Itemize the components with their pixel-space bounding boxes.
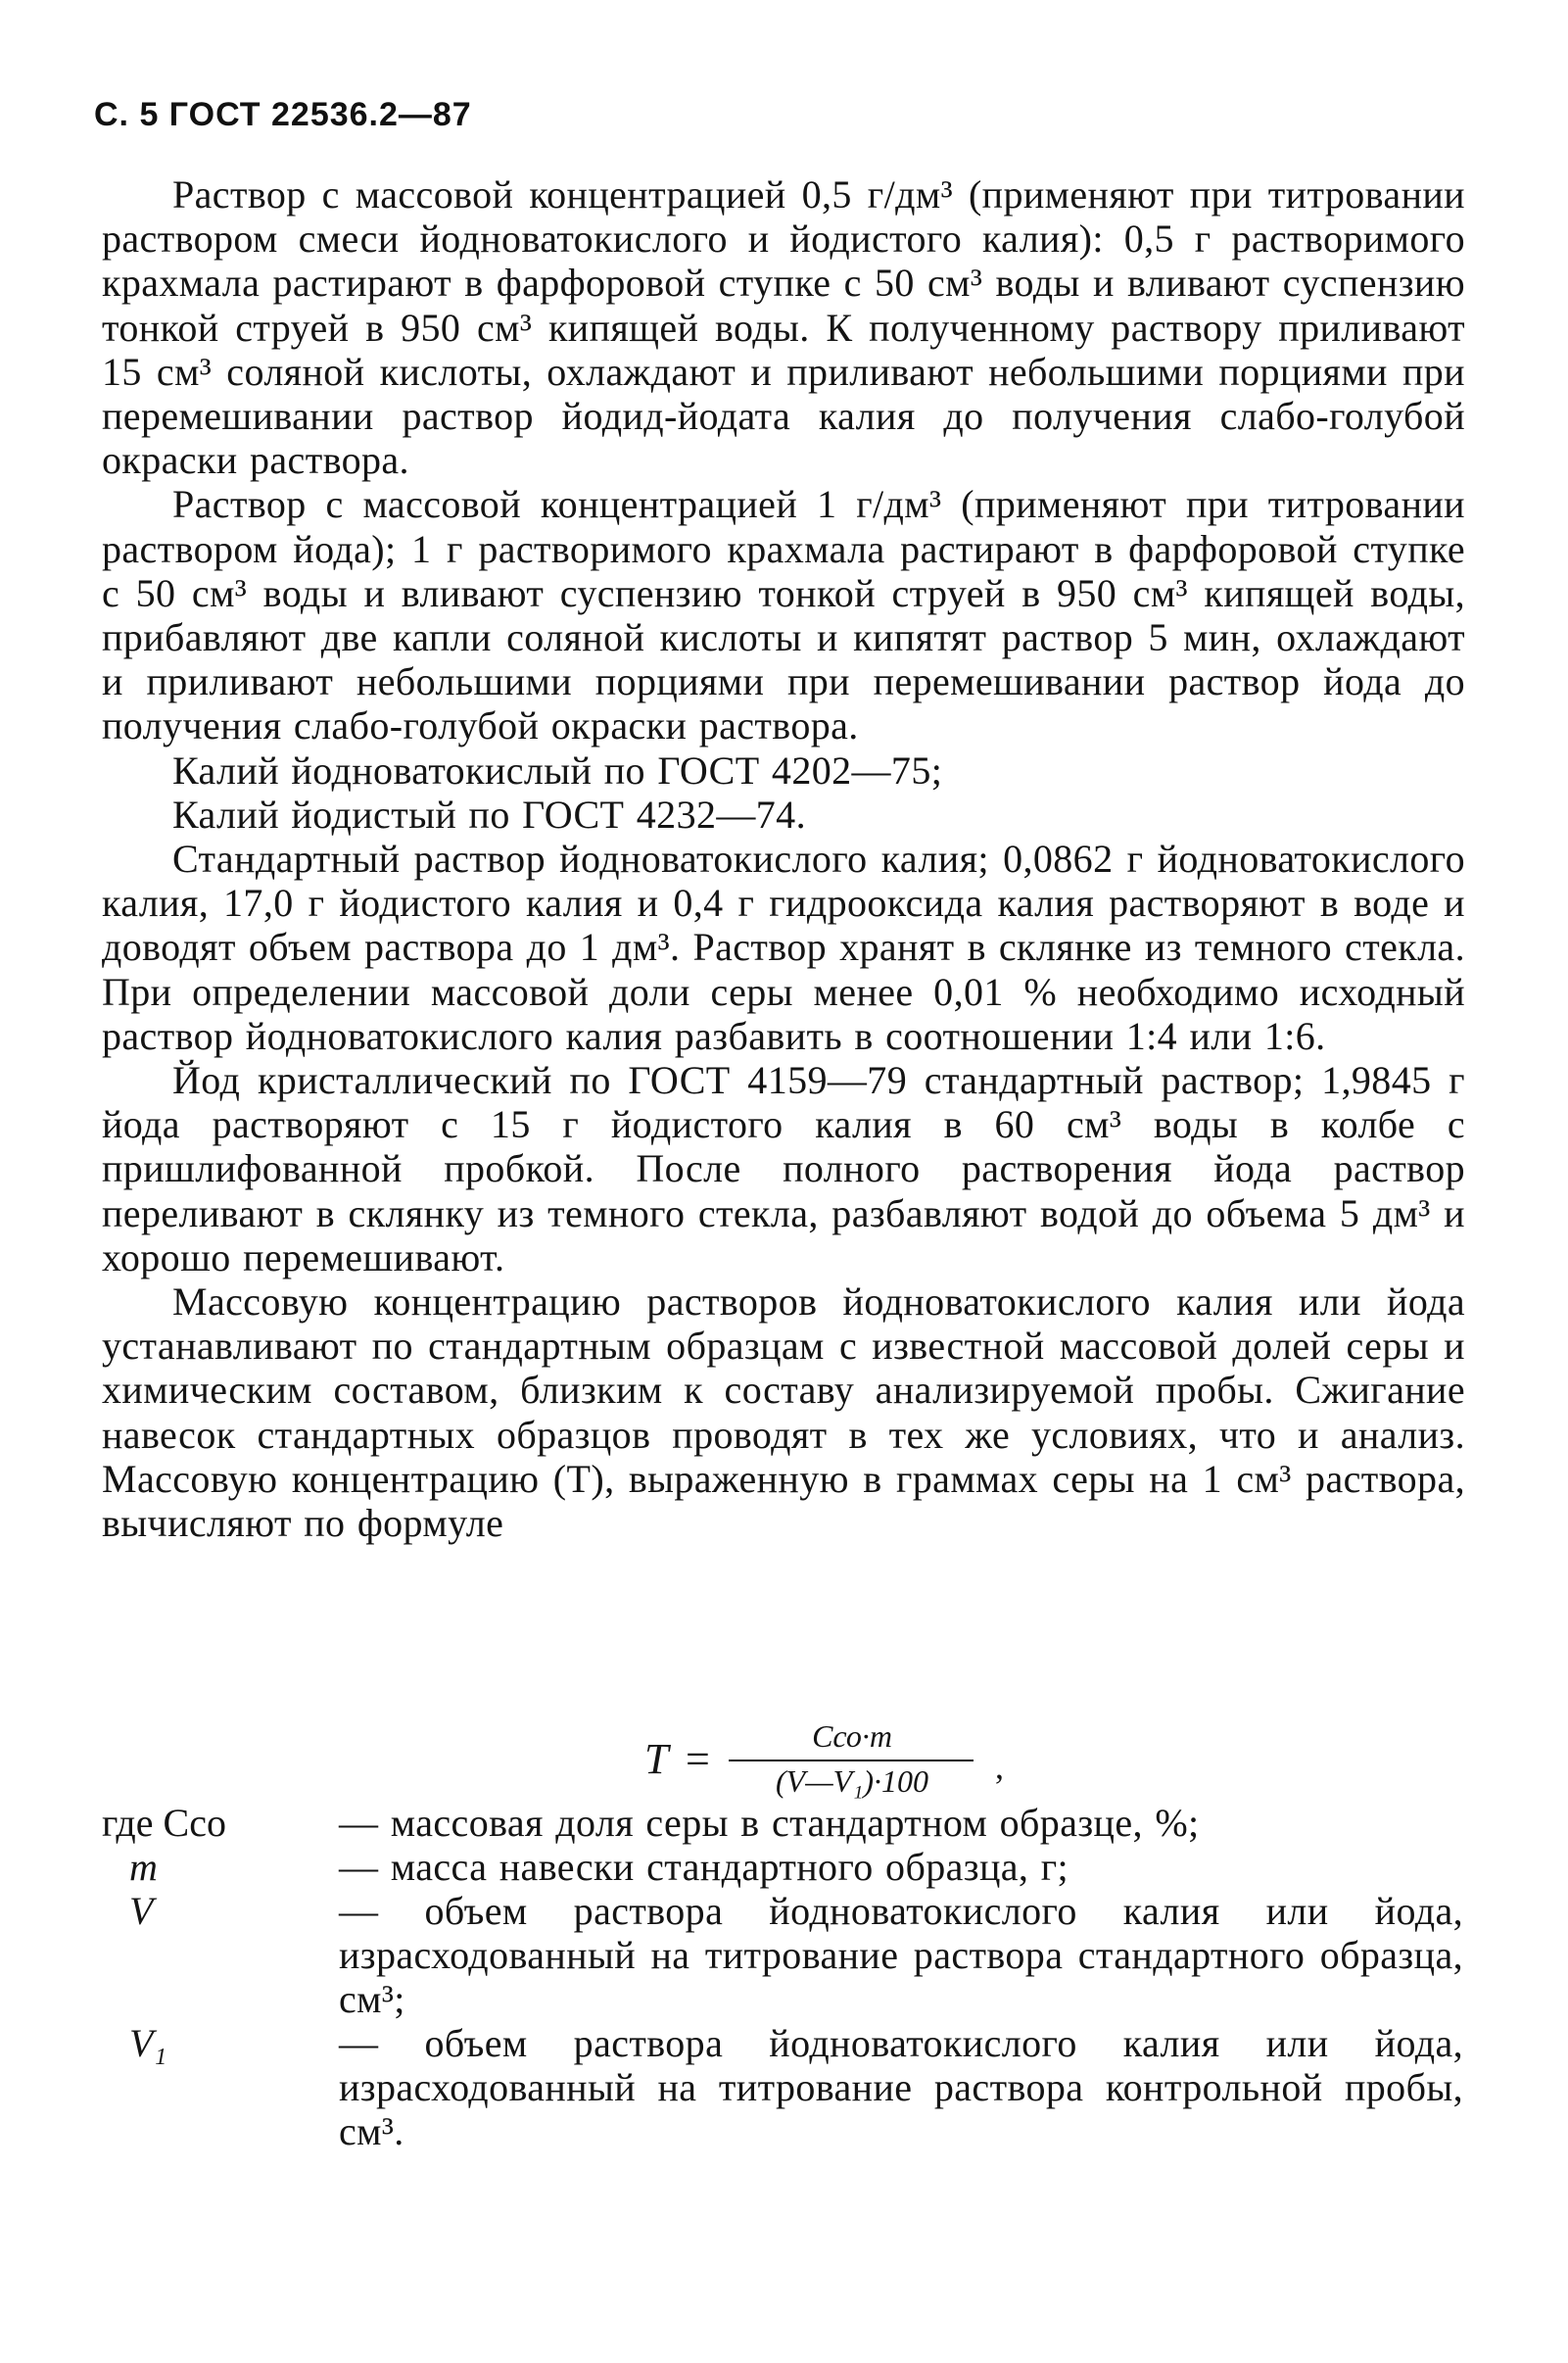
definition-symbol: где Cсо — [102, 1801, 226, 1845]
definition-symbol: V₁ — [129, 2021, 167, 2065]
definition-m — [102, 1845, 1473, 1889]
paragraph-standard-iodate-solution: Стандартный раствор йодноватокислого калия; 0,0862 г йодноватокислого калия, 17,0 г йодистого калия и 0,4 г гидрооксида калия растворяют в воде и доводят объем раствора до 1 дм³. Раствор хранят в склянке из темного стекла. При определении массовой доли серы менее 0,01 % необходимо исходный раствор йодноватокислого калия разбавить в соотношении 1:4 или 1:6. — [102, 837, 1465, 1058]
definition-text: — объем раствора йодноватокислого калия или йода, израсходованный на титрование раствора стандартного образца, см³; — [339, 1889, 1463, 2021]
definition-text: — масса навески стандартного образца, г; — [339, 1845, 1069, 1889]
definition-symbol: V — [129, 1889, 154, 1933]
body-text — [102, 172, 1465, 1545]
definition-text: — объем раствора йодноватокислого калия или йода, израсходованный на титрование раствора контрольной пробы, см³. — [339, 2021, 1463, 2153]
formula-denominator: (V—V₁)·100 — [776, 1763, 928, 1799]
variable-definitions — [102, 1801, 1473, 2153]
definition-cso — [102, 1801, 1473, 1845]
fraction-bar — [729, 1760, 974, 1761]
paragraph-iodine-solution: Йод кристаллический по ГОСТ 4159—79 стандартный раствор; 1,9845 г йода растворяют с 15 г йодистого калия в 60 см³ воды в колбе с пришлифованной пробкой. После полного растворения йода раствор переливают в склянку из темного стекла, разбавляют водой до объема 5 дм³ и хорошо перемешивают. — [102, 1058, 1465, 1279]
definition-symbol: m — [129, 1845, 158, 1889]
paragraph-starch-solution-05: Раствор с массовой концентрацией 0,5 г/дм³ (применяют при титровании раствором смеси йодноватокислого и йодистого калия): 0,5 г растворимого крахмала растирают в фарфоровой ступке с 50 см³ воды и вливают суспензию тонкой струей в 950 см³ кипящей воды. К полученному раствору приливают 15 см³ соляной кислоты, охлаждают и приливают небольшими порциями при перемешивании раствор йодид-йодата калия до получения слабо-голубой окраски раствора. — [102, 172, 1465, 483]
formula-comma: , — [995, 1747, 1004, 1786]
definition-text: — массовая доля серы в стандартном образце, %; — [339, 1801, 1200, 1845]
paragraph-starch-solution-1: Раствор с массовой концентрацией 1 г/дм³ (применяют при титровании раствором йода); 1 г растворимого крахмала растирают в фарфоровой ступке с 50 см³ воды и вливают суспензию тонкой струей в 950 см³ кипящей воды, прибавляют две капли соляной кислоты и кипятят раствор 5 мин, охлаждают и приливают небольшими порциями при перемешивании раствор йода до получения слабо-голубой окраски раствора. — [102, 482, 1465, 748]
formula-lhs: T — [644, 1735, 669, 1783]
paragraph-potassium-iodate: Калий йодноватокислый по ГОСТ 4202—75; — [172, 747, 943, 793]
paragraph-mass-concentration: Массовую концентрацию растворов йодноватокислого калия или йода устанавливают по стандартным образцам с известной массовой долей серы и химическим составом, близким к составу анализируемой пробы. Сжигание навесок стандартных образцов проводят в тех же условиях, что и анализ. Массовую концентрацию (T), выраженную в граммах серы на 1 см³ раствора, вычисляют по формуле — [102, 1279, 1465, 1546]
formula-numerator: Cсо·m — [812, 1718, 892, 1754]
paragraph-potassium-iodide: Калий йодистый по ГОСТ 4232—74. — [172, 792, 806, 837]
running-head: С. 5 ГОСТ 22536.2—87 — [94, 96, 472, 133]
definition-v — [102, 1889, 1473, 2021]
formula-equals: = — [686, 1735, 710, 1783]
formula — [627, 1720, 1019, 1808]
definition-v1 — [102, 2021, 1473, 2153]
